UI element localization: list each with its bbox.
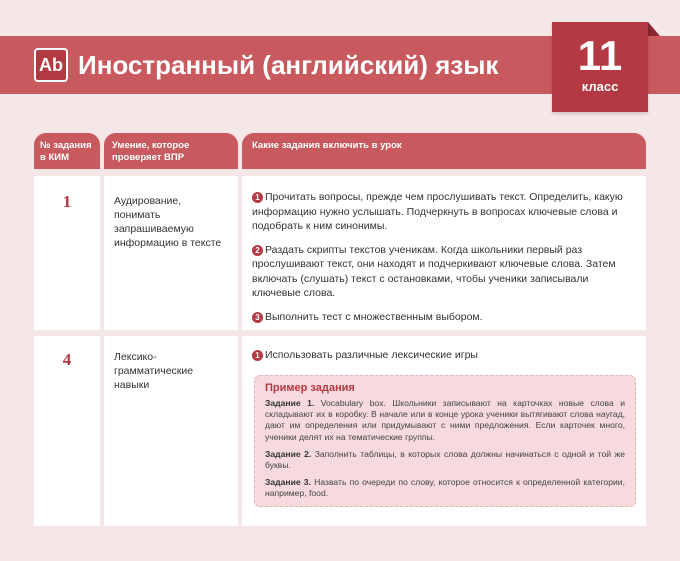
- column-header-tasks: Какие задания включить в урок: [242, 133, 646, 169]
- row-1-tasks-cell: [242, 176, 646, 330]
- example-item-label: Задание 2.: [265, 448, 312, 459]
- task-item: [252, 348, 632, 363]
- row-1-skill-cell: [104, 176, 238, 330]
- skill-text: Лексико-грамматические навыки: [114, 351, 194, 391]
- task-text: Выполнить тест с множественным выбором.: [265, 310, 483, 323]
- grade-badge: [552, 22, 648, 112]
- task-number: 1: [62, 192, 72, 211]
- task-text: Использовать различные лексические игры: [265, 349, 478, 361]
- column-header-number: № задания в КИМ: [34, 133, 100, 169]
- row-2-skill-cell: [104, 336, 238, 526]
- task-item: [252, 190, 632, 234]
- number-marker: 1: [252, 350, 263, 361]
- example-item-label: Задание 1.: [265, 398, 315, 408]
- example-item: [265, 449, 625, 471]
- column-header-skill: Умение, которое проверяет ВПР: [104, 133, 238, 169]
- number-marker: 1: [252, 192, 263, 203]
- skill-text: Аудирование, понимать запрашиваемую информацию в тексте: [114, 195, 222, 249]
- subject-logo: Ab: [34, 48, 68, 82]
- page-title: Иностранный (английский) язык: [78, 50, 499, 80]
- task-text: Прочитать вопросы, прежде чем прослушивать текст. Определить, какую информацию нужно услышать. Подчеркнуть в вопросах ключевые слова и подобрать к ним синонимы.: [252, 191, 623, 232]
- example-item-text: Назвать по очереди по слову, которое относится к определенной категории, например, food.: [265, 477, 625, 499]
- task-text: Раздать скрипты текстов ученикам. Когда школьники первый раз прослушивают текст, они находят и подчеркивают ключевые слова. Затем включать (слушать) текст с остановками, чтобы ученики записывали ключевые слова.: [252, 243, 616, 299]
- task-item: [252, 310, 632, 325]
- task-number: 4: [62, 350, 72, 369]
- badge-fold: [648, 22, 660, 36]
- example-item: [265, 398, 625, 443]
- grade-number: 11: [577, 32, 623, 79]
- row-2-number-cell: [34, 336, 100, 526]
- task-item: [252, 243, 632, 301]
- grade-label: класс: [581, 79, 619, 94]
- number-marker: 2: [252, 245, 263, 256]
- example-box: [254, 375, 636, 507]
- example-item-label: Задание 3.: [265, 477, 311, 488]
- example-item-text: Vocabulary box. Школьники записывают на карточках новые слова и складывают их в коробку. В начале или в конце урока ученики вытягивают слова наугад, дают им определения или придумывают с ними предложения. Если карточек много, ученики делят их на тематические группы.: [265, 398, 625, 442]
- number-marker: 3: [252, 312, 263, 323]
- row-1-number-cell: [34, 176, 100, 330]
- example-item: [265, 477, 625, 499]
- example-title: Пример задания: [265, 382, 355, 394]
- example-item-text: Заполнить таблицы, в которых слова должны начинаться с одной и той же буквы.: [265, 448, 625, 471]
